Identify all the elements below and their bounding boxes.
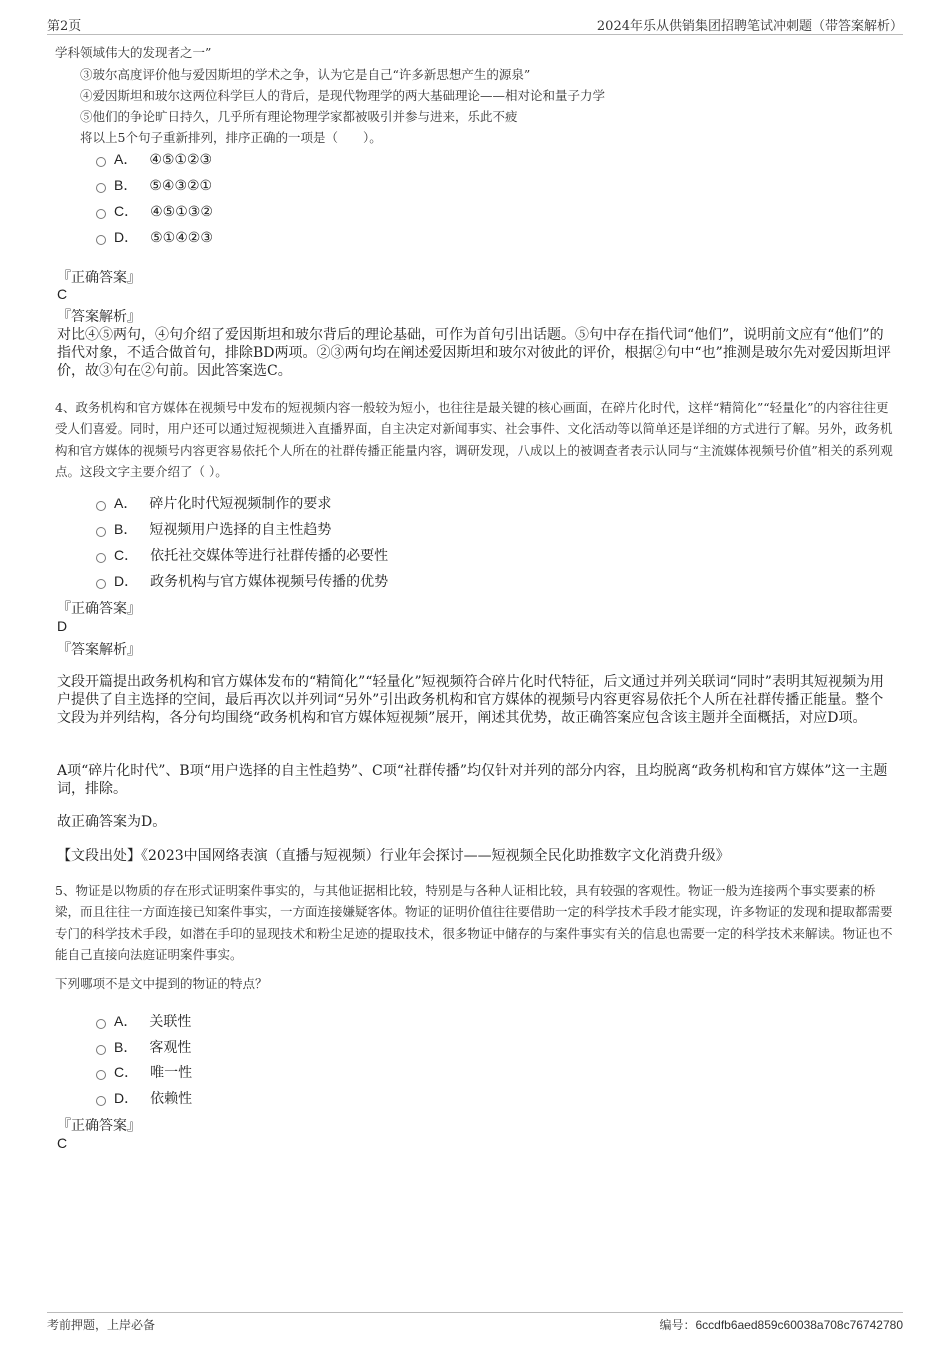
q4-analysis-paragraph-2: A项“碎片化时代”、B项“用户选择的自主性趋势”、C项“社群传播”均仅针对并列的部分内容，且均脱离“政务机构和官方媒体”这一主题词，排除。 [57,763,888,797]
radio-icon[interactable] [96,157,106,167]
page-footer [47,1312,903,1332]
q3-answer-label: 『正确答案』 [57,270,141,286]
q3-line-1: 学科领域伟大的发现者之一” [55,45,212,60]
q5-question: 下列哪项不是文中提到的物证的特点？ [55,976,268,991]
q3-option-c[interactable]: C． ④⑤①③② [96,201,213,221]
q3-option-a[interactable]: A． ④⑤①②③ [96,149,212,169]
q3-answer: C [57,286,68,302]
q5-option-b[interactable]: B． 客观性 [96,1037,191,1057]
q4-analysis-paragraph-3: 故正确答案为D。 [57,814,167,830]
q5-option-c[interactable]: C． 唯一性 [96,1062,192,1082]
q5-answer-label: 『正确答案』 [57,1118,141,1134]
q5-stem: 5、物证是以物质的存在形式证明案件事实的，与其他证据相比较，特别是与各种人证相比较，具有较强的客观性。物证一般为连接两个事实要素的桥梁，而且往往一方面连接已知案件事实，一方面连接嫌疑客体。物证的证明价值往往要借助一定的科学技术手段才能实现，许多物证的发现和提取都需要专门的科学技术手段，如潜在手印的显现技术和粉尘足迹的提取技术，很多物证中储存的与案件事实有关的信息也需要一定的科学技术来解读。物证也不能自己直接向法庭证明案件事实。 [55,883,893,962]
radio-icon[interactable] [96,235,106,245]
q4-analysis-label: 『答案解析』 [57,642,141,658]
document-code: 编号：6ccdfb6aed859c60038a708c76742780 [659,1318,903,1332]
q3-option-d[interactable]: D． ⑤①④②③ [96,227,213,247]
q4-answer-label: 『正确答案』 [57,601,141,617]
radio-icon[interactable] [96,501,106,511]
radio-icon[interactable] [96,527,106,537]
q4-option-d[interactable]: D． 政务机构与官方媒体视频号传播的优势 [96,571,388,591]
q5-answer: C [57,1135,68,1151]
q3-analysis-label: 『答案解析』 [57,309,141,325]
q4-option-c[interactable]: C． 依托社交媒体等进行社群传播的必要性 [96,545,388,565]
radio-icon[interactable] [96,1045,106,1055]
radio-icon[interactable] [96,1070,106,1080]
q4-analysis-paragraph-1: 文段开篇提出政务机构和官方媒体发布的“精简化”“轻量化”短视频符合碎片化时代特征，后文通过并列关联词“同时”表明其短视频为用户提供了自主选择的空间，最后再次以并列词“另外”引出政务机构和官方媒体的视频号内容更容易依托个人所在社群传播正能量。整个文段为并列结构，各分句均围绕“政务机构和官方媒体短视频”展开，阐述其优势，故正确答案应包含该主题并全面概括，对应D项。 [57,674,884,726]
q3-line-2: ③玻尔高度评价他与爱因斯坦的学术之争，认为它是自己“许多新思想产生的源泉” [80,67,531,82]
radio-icon[interactable] [96,553,106,563]
page-number: 第2页 [47,19,82,34]
q3-line-3: ④爱因斯坦和玻尔这两位科学巨人的背后，是现代物理学的两大基础理论——相对论和量子力学 [80,88,606,103]
radio-icon[interactable] [96,579,106,589]
radio-icon[interactable] [96,1096,106,1106]
q3-option-b[interactable]: B． ⑤④③②① [96,175,212,195]
q3-prompt: 将以上5个句子重新排列，排序正确的一项是（ ）。 [80,130,382,145]
radio-icon[interactable] [96,1019,106,1029]
q4-source: 【文段出处】《2023中国网络表演（直播与短视频）行业年会探讨——短视频全民化助推数字文化消费升级》 [57,848,730,864]
q3-line-4: ⑤他们的争论旷日持久，几乎所有理论物理学家都被吸引并参与进来，乐此不疲 [80,109,518,124]
q4-option-b[interactable]: B． 短视频用户选择的自主性趋势 [96,519,331,539]
q5-option-a[interactable]: A． 关联性 [96,1011,191,1031]
radio-icon[interactable] [96,209,106,219]
footer-slogan: 考前押题，上岸必备 [47,1318,156,1332]
q5-option-d[interactable]: D． 依赖性 [96,1088,192,1108]
q4-answer: D [57,618,68,634]
document-title: 2024年乐从供销集团招聘笔试冲刺题（带答案解析） [596,19,903,34]
q4-stem: 4、政务机构和官方媒体在视频号中发布的短视频内容一般较为短小，也往往是最关键的核心画面，在碎片化时代，这样“精简化”“轻量化”的内容往往更受人们喜爱。同时，用户还可以通过短视频进入直播界面，自主决定对新闻事实、社会事件、文化活动等以简单还是详细的方式进行了解。另外，政务机构和官方媒体的视频号内容更容易依托个人所在的社群传播正能量内容，调研发现，八成以上的被调查者表示认同与“主流媒体视频号价值”相关的系列观点。这段文字主要介绍了（ ）。 [55,400,893,479]
q3-analysis: 对比④⑤两句，④句介绍了爱因斯坦和玻尔背后的理论基础，可作为首句引出话题。⑤句中存在指代词“他们”，说明前文应有“他们”的指代对象，不适合做首句，排除BD两项。②③两句均在阐述爱因斯坦和玻尔对彼此的评价，根据②句中“也”推测是玻尔先对爱因斯坦评价，故③句在②句前。因此答案选C。 [57,327,891,379]
radio-icon[interactable] [96,183,106,193]
page-header [47,14,903,35]
q4-option-a[interactable]: A． 碎片化时代短视频制作的要求 [96,493,331,513]
